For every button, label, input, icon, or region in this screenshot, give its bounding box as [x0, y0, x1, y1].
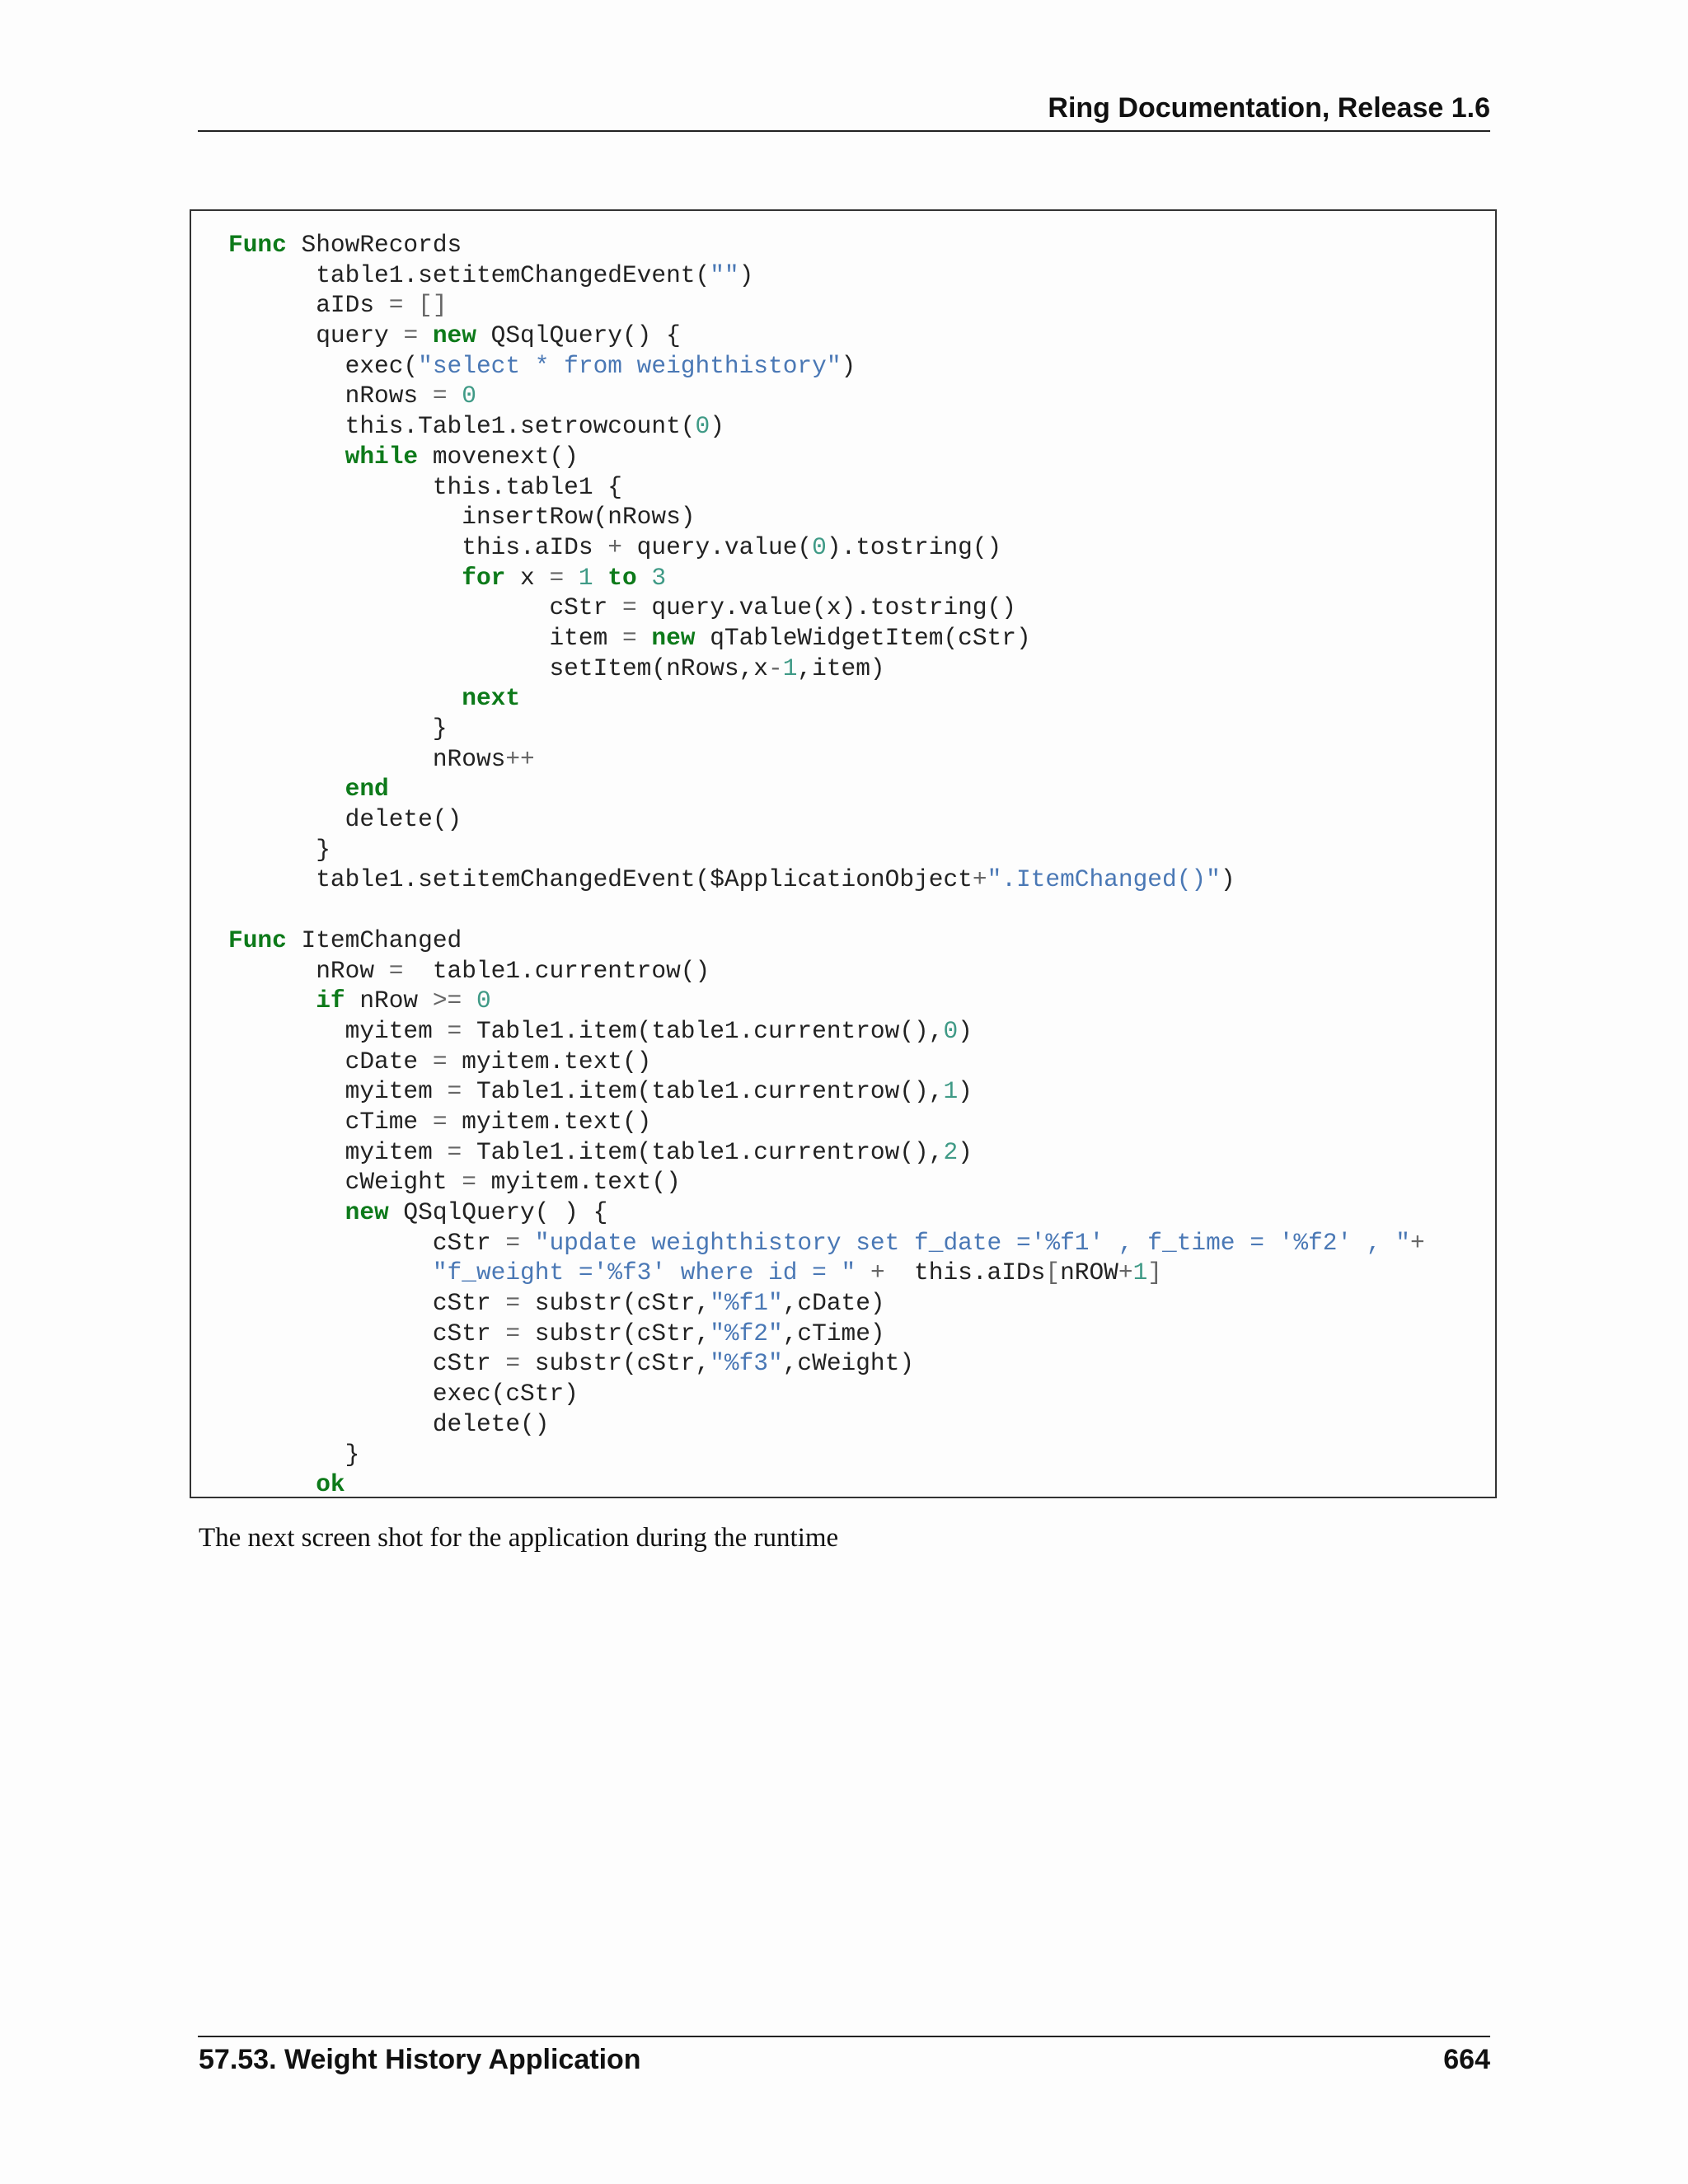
code-line: cStr = "update weighthistory set f_date ='%f1' , f_time = '%f2' , "+: [228, 1228, 1425, 1257]
code-line: cStr = substr(cStr,"%f3",cWeight): [228, 1349, 915, 1378]
code-line: cStr = substr(cStr,"%f1",cDate): [228, 1289, 885, 1318]
code-line: myitem = Table1.item(table1.currentrow(),2): [228, 1137, 973, 1166]
code-line: delete(): [228, 1409, 550, 1438]
code-line: query = new QSqlQuery() {: [228, 321, 681, 350]
body-paragraph: The next screen shot for the application during the runtime: [199, 1523, 839, 1553]
code-line: new QSqlQuery( ) {: [345, 1198, 608, 1226]
code-line: exec("select * from weighthistory"): [228, 351, 856, 380]
code-line: Func ItemChanged: [228, 926, 462, 954]
code-line: nRows = 0: [228, 382, 476, 410]
code-line: }: [228, 835, 331, 864]
code-line: }: [228, 715, 448, 743]
code-listing: [228, 230, 1425, 1500]
code-line: [228, 895, 1425, 926]
code-line: nRows++: [228, 744, 535, 773]
code-line: end: [345, 775, 389, 804]
code-line: insertRow(nRows): [228, 503, 696, 532]
code-line: cTime = myitem.text(): [228, 1107, 652, 1136]
code-line: next: [462, 684, 521, 713]
code-line: table1.setitemChangedEvent($ApplicationObject+".ItemChanged()"): [228, 865, 1236, 894]
code-line: myitem = Table1.item(table1.currentrow(),0): [228, 1016, 973, 1045]
code-line: Func ShowRecords: [228, 231, 462, 259]
code-line: cDate = myitem.text(): [228, 1047, 652, 1076]
code-line: table1.setitemChangedEvent(""): [228, 260, 754, 289]
code-line: while movenext(): [345, 442, 579, 471]
code-line: exec(cStr): [228, 1380, 579, 1408]
code-line: cStr = query.value(x).tostring(): [228, 593, 1016, 622]
code-line: cStr = substr(cStr,"%f2",cTime): [228, 1319, 885, 1347]
code-line: myitem = Table1.item(table1.currentrow(),1): [228, 1077, 973, 1106]
code-line: item = new qTableWidgetItem(cStr): [228, 623, 1031, 652]
running-header-title: Ring Documentation, Release 1.6: [1048, 92, 1490, 124]
code-line: }: [228, 1440, 360, 1469]
code-line: this.table1 {: [228, 472, 622, 501]
header-rule: [198, 130, 1490, 132]
footer-section-title: 57.53. Weight History Application: [199, 2044, 641, 2075]
code-block: [190, 209, 1497, 1498]
code-line: ok: [316, 1470, 345, 1499]
footer-rule: [198, 2036, 1490, 2037]
code-line: this.Table1.setrowcount(0): [228, 412, 724, 441]
code-line: delete(): [228, 805, 462, 834]
code-line: setItem(nRows,x-1,item): [228, 654, 885, 682]
code-line: aIDs = []: [228, 291, 448, 320]
code-line: for x = 1 to 3: [462, 563, 667, 592]
page-number: 664: [1443, 2044, 1490, 2075]
code-line: "f_weight ='%f3' where id = " + this.aIDs[nROW+1]: [432, 1258, 1162, 1287]
code-line: cWeight = myitem.text(): [228, 1168, 681, 1197]
code-line: nRow = table1.currentrow(): [228, 956, 710, 985]
code-line: if nRow >= 0: [316, 987, 491, 1015]
code-line: this.aIDs + query.value(0).tostring(): [228, 532, 1002, 561]
